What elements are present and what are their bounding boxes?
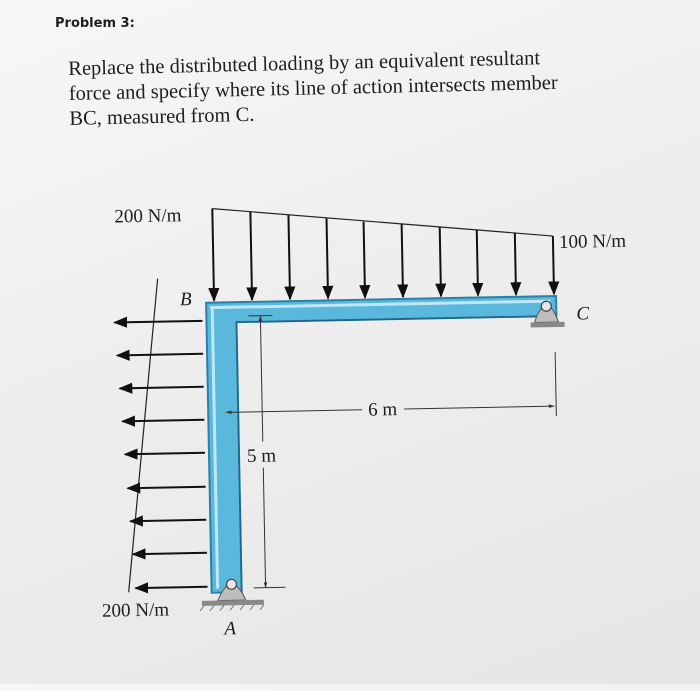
top-distributed-load [212, 202, 554, 301]
dim-line-horizontal [226, 410, 362, 413]
dim-line-vertical [260, 316, 262, 442]
load-arrow [327, 218, 329, 298]
problem-line-3: BC, measured from C. [69, 93, 669, 132]
frame-member [206, 296, 562, 593]
label-left-bottom-load: 200 N/m [102, 600, 170, 622]
load-envelope-line [212, 202, 553, 243]
load-arrow [477, 231, 478, 296]
label-point-c: C [576, 303, 589, 324]
load-arrow [128, 487, 206, 488]
problem-line-1: Replace the distributed loading by an equivalent resultant [68, 43, 668, 82]
load-arrow [440, 227, 441, 296]
load-arrow [212, 209, 214, 301]
load-arrow [120, 387, 204, 389]
load-arrow [136, 587, 208, 588]
load-arrow [553, 236, 554, 294]
load-arrow [125, 453, 205, 455]
load-arrow [130, 520, 206, 521]
label-top-right-load: 100 N/m [559, 231, 627, 253]
label-dim-5m: 5 m [247, 445, 277, 467]
support-a [199, 579, 264, 611]
member-body [206, 296, 562, 593]
label-point-a: A [222, 618, 236, 639]
load-arrow [364, 222, 365, 298]
load-arrow [402, 224, 403, 297]
load-arrow [114, 321, 202, 323]
label-point-b: B [180, 289, 192, 310]
load-arrow [515, 233, 516, 295]
load-arrow [117, 354, 203, 356]
load-arrow [122, 420, 204, 422]
dim-line-vertical [263, 468, 265, 588]
left-distributed-load [114, 278, 208, 593]
label-top-left-load: 200 N/m [114, 205, 182, 227]
extension-line-bottom [254, 587, 286, 588]
load-envelope-line [123, 279, 164, 593]
member-shadow [236, 316, 561, 592]
load-arrow [250, 212, 252, 300]
label-dim-6m: 6 m [368, 399, 398, 421]
problem-label: Problem 3: [55, 16, 135, 31]
load-arrow [133, 553, 207, 554]
load-arrow [288, 215, 290, 299]
dim-line-horizontal [404, 406, 554, 409]
problem-line-2: force and specify where its line of action intersects member [69, 68, 669, 107]
extension-line-c [555, 352, 556, 416]
